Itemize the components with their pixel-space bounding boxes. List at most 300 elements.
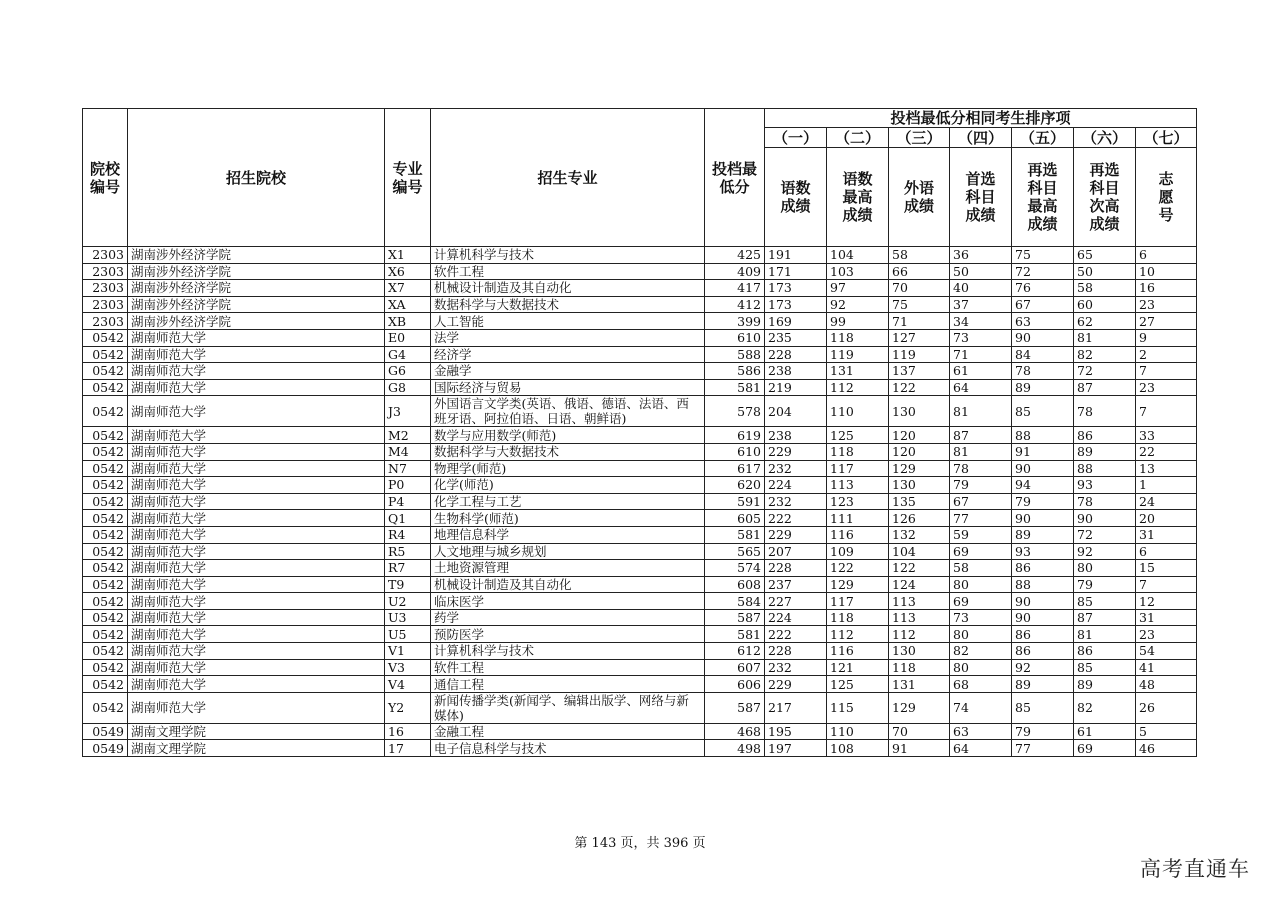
cell-tie-7: 46: [1136, 740, 1197, 757]
cell-tie-3: 91: [889, 740, 950, 757]
cell-tie-6: 50: [1074, 263, 1136, 280]
cell-school-code: 2303: [83, 263, 128, 280]
cell-school-code: 0542: [83, 346, 128, 363]
cell-school-code: 0542: [83, 576, 128, 593]
table-row: [83, 263, 1197, 280]
cell-tie-3: 120: [889, 443, 950, 460]
header-major-name: 招生专业: [431, 109, 705, 247]
cell-major-code: T9: [385, 576, 431, 593]
cell-tie-3: 124: [889, 576, 950, 593]
cell-major-code: P4: [385, 493, 431, 510]
cell-min-score: 584: [705, 593, 765, 610]
cell-tie-5: 84: [1012, 346, 1074, 363]
cell-tie-4: 81: [950, 443, 1012, 460]
table-row: [83, 526, 1197, 543]
cell-min-score: 581: [705, 379, 765, 396]
cell-tie-6: 65: [1074, 247, 1136, 264]
cell-tie-2: 108: [827, 740, 889, 757]
cell-min-score: 620: [705, 477, 765, 494]
cell-tie-3: 71: [889, 313, 950, 330]
cell-school-code: 0542: [83, 643, 128, 660]
cell-tie-5: 78: [1012, 363, 1074, 380]
table-row: [83, 676, 1197, 693]
cell-major-code: J3: [385, 396, 431, 427]
cell-school-code: 0542: [83, 593, 128, 610]
cell-min-score: 607: [705, 659, 765, 676]
cell-tie-2: 125: [827, 427, 889, 444]
cell-tie-5: 86: [1012, 626, 1074, 643]
table-row: [83, 280, 1197, 297]
cell-min-score: 588: [705, 346, 765, 363]
cell-tie-1: 173: [765, 296, 827, 313]
cell-major-code: G8: [385, 379, 431, 396]
cell-tie-4: 74: [950, 692, 1012, 723]
cell-tie-6: 93: [1074, 477, 1136, 494]
header-tie-num-4: （四）: [950, 128, 1012, 148]
cell-major-code: U5: [385, 626, 431, 643]
cell-tie-7: 6: [1136, 543, 1197, 560]
cell-tie-2: 118: [827, 443, 889, 460]
cell-major-name: 预防医学: [431, 626, 705, 643]
cell-major-code: 16: [385, 723, 431, 740]
cell-school-name: 湖南师范大学: [128, 379, 385, 396]
cell-tie-2: 122: [827, 560, 889, 577]
cell-school-code: 0542: [83, 626, 128, 643]
table-row: [83, 692, 1197, 723]
cell-tie-2: 104: [827, 247, 889, 264]
header-tie-num-7: （七）: [1136, 128, 1197, 148]
cell-school-name: 湖南师范大学: [128, 643, 385, 660]
cell-school-name: 湖南师范大学: [128, 676, 385, 693]
cell-tie-4: 58: [950, 560, 1012, 577]
cell-major-name: 法学: [431, 329, 705, 346]
cell-tie-1: 224: [765, 477, 827, 494]
cell-tie-1: 204: [765, 396, 827, 427]
cell-school-code: 0542: [83, 443, 128, 460]
cell-tie-3: 119: [889, 346, 950, 363]
cell-tie-1: 219: [765, 379, 827, 396]
cell-tie-1: 227: [765, 593, 827, 610]
cell-major-code: 17: [385, 740, 431, 757]
cell-school-code: 0542: [83, 609, 128, 626]
cell-min-score: 587: [705, 609, 765, 626]
cell-tie-2: 116: [827, 643, 889, 660]
cell-major-name: 数学与应用数学(师范): [431, 427, 705, 444]
cell-min-score: 612: [705, 643, 765, 660]
cell-school-name: 湖南涉外经济学院: [128, 296, 385, 313]
cell-school-code: 0542: [83, 396, 128, 427]
header-tie-num-3: （三）: [889, 128, 950, 148]
cell-school-code: 2303: [83, 280, 128, 297]
header-tie-label-1: 语数成绩: [765, 148, 827, 247]
cell-tie-2: 110: [827, 396, 889, 427]
cell-tie-4: 73: [950, 609, 1012, 626]
cell-school-name: 湖南文理学院: [128, 740, 385, 757]
cell-major-name: 金融学: [431, 363, 705, 380]
cell-major-code: V1: [385, 643, 431, 660]
cell-tie-2: 112: [827, 626, 889, 643]
cell-tie-2: 118: [827, 329, 889, 346]
cell-tie-6: 82: [1074, 692, 1136, 723]
header-min-score: 投档最低分: [705, 109, 765, 247]
cell-tie-7: 41: [1136, 659, 1197, 676]
cell-tie-3: 70: [889, 280, 950, 297]
cell-school-name: 湖南师范大学: [128, 346, 385, 363]
cell-school-name: 湖南师范大学: [128, 593, 385, 610]
cell-tie-2: 131: [827, 363, 889, 380]
cell-tie-4: 59: [950, 526, 1012, 543]
cell-tie-6: 79: [1074, 576, 1136, 593]
cell-tie-2: 92: [827, 296, 889, 313]
cell-tie-7: 22: [1136, 443, 1197, 460]
header-tie-num-6: （六）: [1074, 128, 1136, 148]
cell-tie-5: 90: [1012, 510, 1074, 527]
cell-tie-6: 88: [1074, 460, 1136, 477]
cell-tie-7: 27: [1136, 313, 1197, 330]
cell-school-code: 2303: [83, 313, 128, 330]
cell-tie-1: 191: [765, 247, 827, 264]
cell-tie-5: 90: [1012, 329, 1074, 346]
cell-school-code: 2303: [83, 247, 128, 264]
cell-tie-4: 81: [950, 396, 1012, 427]
cell-major-code: G4: [385, 346, 431, 363]
cell-tie-5: 89: [1012, 676, 1074, 693]
cell-tie-6: 81: [1074, 626, 1136, 643]
cell-tie-5: 89: [1012, 526, 1074, 543]
cell-tie-5: 75: [1012, 247, 1074, 264]
cell-tie-1: 195: [765, 723, 827, 740]
cell-min-score: 425: [705, 247, 765, 264]
cell-min-score: 409: [705, 263, 765, 280]
cell-tie-3: 131: [889, 676, 950, 693]
cell-min-score: 586: [705, 363, 765, 380]
cell-school-code: 0542: [83, 427, 128, 444]
cell-tie-7: 12: [1136, 593, 1197, 610]
cell-tie-3: 120: [889, 427, 950, 444]
cell-major-name: 化学工程与工艺: [431, 493, 705, 510]
cell-school-code: 2303: [83, 296, 128, 313]
cell-tie-7: 10: [1136, 263, 1197, 280]
cell-tie-6: 58: [1074, 280, 1136, 297]
cell-tie-2: 118: [827, 609, 889, 626]
cell-major-name: 机械设计制造及其自动化: [431, 280, 705, 297]
cell-tie-4: 68: [950, 676, 1012, 693]
cell-tie-1: 224: [765, 609, 827, 626]
cell-major-code: Y2: [385, 692, 431, 723]
cell-tie-2: 123: [827, 493, 889, 510]
cell-tie-7: 31: [1136, 526, 1197, 543]
cell-tie-7: 54: [1136, 643, 1197, 660]
cell-tie-1: 232: [765, 460, 827, 477]
cell-tie-4: 34: [950, 313, 1012, 330]
cell-major-name: 物理学(师范): [431, 460, 705, 477]
cell-tie-6: 72: [1074, 363, 1136, 380]
cell-min-score: 565: [705, 543, 765, 560]
cell-school-name: 湖南师范大学: [128, 692, 385, 723]
cell-min-score: 468: [705, 723, 765, 740]
cell-tie-3: 104: [889, 543, 950, 560]
cell-tie-2: 117: [827, 593, 889, 610]
cell-tie-2: 116: [827, 526, 889, 543]
cell-tie-6: 85: [1074, 659, 1136, 676]
cell-tie-2: 117: [827, 460, 889, 477]
cell-tie-1: 228: [765, 643, 827, 660]
cell-major-name: 计算机科学与技术: [431, 643, 705, 660]
cell-tie-6: 72: [1074, 526, 1136, 543]
cell-major-name: 国际经济与贸易: [431, 379, 705, 396]
cell-tie-4: 71: [950, 346, 1012, 363]
cell-tie-6: 92: [1074, 543, 1136, 560]
table-row: [83, 543, 1197, 560]
cell-tie-6: 85: [1074, 593, 1136, 610]
header-tie-label-7: 志愿号: [1136, 148, 1197, 247]
cell-major-name: 通信工程: [431, 676, 705, 693]
cell-school-name: 湖南涉外经济学院: [128, 313, 385, 330]
header-tie-label-5: 再选科目最高成绩: [1012, 148, 1074, 247]
cell-tie-5: 85: [1012, 692, 1074, 723]
cell-tie-5: 86: [1012, 560, 1074, 577]
cell-tie-1: 238: [765, 363, 827, 380]
cell-major-code: V4: [385, 676, 431, 693]
cell-school-name: 湖南师范大学: [128, 363, 385, 380]
cell-school-code: 0542: [83, 460, 128, 477]
cell-tie-5: 89: [1012, 379, 1074, 396]
cell-tie-1: 171: [765, 263, 827, 280]
cell-tie-3: 113: [889, 609, 950, 626]
header-tie-label-6: 再选科目次高成绩: [1074, 148, 1136, 247]
cell-tie-4: 80: [950, 659, 1012, 676]
cell-tie-6: 62: [1074, 313, 1136, 330]
cell-school-code: 0549: [83, 740, 128, 757]
cell-major-code: N7: [385, 460, 431, 477]
cell-major-name: 外国语言文学类(英语、俄语、德语、法语、西班牙语、阿拉伯语、日语、朝鲜语): [431, 396, 705, 427]
cell-tie-5: 86: [1012, 643, 1074, 660]
cell-tie-6: 61: [1074, 723, 1136, 740]
cell-school-code: 0542: [83, 510, 128, 527]
table-row: [83, 396, 1197, 427]
table-row: [83, 379, 1197, 396]
cell-school-name: 湖南师范大学: [128, 493, 385, 510]
cell-school-name: 湖南师范大学: [128, 477, 385, 494]
cell-tie-6: 89: [1074, 676, 1136, 693]
table-row: [83, 296, 1197, 313]
cell-tie-5: 90: [1012, 593, 1074, 610]
table-row: [83, 609, 1197, 626]
cell-tie-5: 90: [1012, 460, 1074, 477]
cell-tie-2: 112: [827, 379, 889, 396]
cell-tie-7: 23: [1136, 379, 1197, 396]
cell-tie-6: 82: [1074, 346, 1136, 363]
admission-score-table: [82, 108, 1197, 757]
cell-tie-7: 2: [1136, 346, 1197, 363]
cell-major-name: 软件工程: [431, 263, 705, 280]
cell-tie-4: 87: [950, 427, 1012, 444]
cell-tie-3: 58: [889, 247, 950, 264]
cell-school-code: 0542: [83, 543, 128, 560]
cell-school-name: 湖南师范大学: [128, 460, 385, 477]
table-row: [83, 593, 1197, 610]
cell-min-score: 412: [705, 296, 765, 313]
cell-min-score: 605: [705, 510, 765, 527]
cell-major-name: 临床医学: [431, 593, 705, 610]
cell-major-name: 数据科学与大数据技术: [431, 443, 705, 460]
cell-tie-2: 119: [827, 346, 889, 363]
cell-tie-1: 169: [765, 313, 827, 330]
table-row: [83, 427, 1197, 444]
header-tie-label-3: 外语成绩: [889, 148, 950, 247]
cell-major-name: 机械设计制造及其自动化: [431, 576, 705, 593]
cell-tie-2: 97: [827, 280, 889, 297]
cell-tie-3: 113: [889, 593, 950, 610]
cell-tie-2: 125: [827, 676, 889, 693]
cell-school-code: 0542: [83, 526, 128, 543]
cell-tie-7: 13: [1136, 460, 1197, 477]
cell-school-name: 湖南师范大学: [128, 329, 385, 346]
cell-major-code: XA: [385, 296, 431, 313]
cell-tie-1: 222: [765, 510, 827, 527]
cell-school-code: 0542: [83, 493, 128, 510]
cell-school-name: 湖南师范大学: [128, 659, 385, 676]
cell-tie-7: 15: [1136, 560, 1197, 577]
cell-tie-7: 6: [1136, 247, 1197, 264]
cell-tie-7: 7: [1136, 576, 1197, 593]
cell-school-code: 0542: [83, 692, 128, 723]
table-row: [83, 460, 1197, 477]
cell-tie-1: 173: [765, 280, 827, 297]
cell-min-score: 399: [705, 313, 765, 330]
cell-tie-3: 75: [889, 296, 950, 313]
cell-tie-1: 222: [765, 626, 827, 643]
cell-tie-1: 238: [765, 427, 827, 444]
header-major-code: 专业编号: [385, 109, 431, 247]
cell-tie-1: 229: [765, 443, 827, 460]
cell-min-score: 619: [705, 427, 765, 444]
cell-tie-1: 207: [765, 543, 827, 560]
cell-tie-4: 77: [950, 510, 1012, 527]
cell-tie-4: 63: [950, 723, 1012, 740]
cell-tie-7: 7: [1136, 363, 1197, 380]
cell-tie-6: 87: [1074, 379, 1136, 396]
cell-tie-2: 121: [827, 659, 889, 676]
cell-tie-4: 82: [950, 643, 1012, 660]
cell-tie-3: 130: [889, 643, 950, 660]
cell-tie-1: 228: [765, 346, 827, 363]
cell-tie-3: 130: [889, 396, 950, 427]
table-row: [83, 313, 1197, 330]
cell-school-code: 0542: [83, 379, 128, 396]
watermark: 高考直通车: [1140, 857, 1250, 881]
page-footer: 第 143 页，共 396 页: [574, 836, 706, 851]
cell-major-name: 金融工程: [431, 723, 705, 740]
cell-school-name: 湖南涉外经济学院: [128, 263, 385, 280]
cell-major-code: M4: [385, 443, 431, 460]
cell-tie-1: 232: [765, 659, 827, 676]
cell-min-score: 587: [705, 692, 765, 723]
cell-min-score: 591: [705, 493, 765, 510]
cell-tie-3: 129: [889, 692, 950, 723]
cell-tie-4: 78: [950, 460, 1012, 477]
cell-tie-3: 137: [889, 363, 950, 380]
header-school-name: 招生院校: [128, 109, 385, 247]
cell-school-code: 0542: [83, 560, 128, 577]
cell-tie-6: 87: [1074, 609, 1136, 626]
cell-tie-6: 78: [1074, 493, 1136, 510]
cell-school-code: 0542: [83, 659, 128, 676]
cell-major-name: 土地资源管理: [431, 560, 705, 577]
table-row: [83, 723, 1197, 740]
cell-school-name: 湖南师范大学: [128, 543, 385, 560]
cell-tie-4: 79: [950, 477, 1012, 494]
cell-tie-5: 63: [1012, 313, 1074, 330]
cell-school-name: 湖南师范大学: [128, 560, 385, 577]
cell-major-name: 人文地理与城乡规划: [431, 543, 705, 560]
cell-tie-2: 109: [827, 543, 889, 560]
cell-tie-3: 132: [889, 526, 950, 543]
cell-major-name: 软件工程: [431, 659, 705, 676]
table-body: [83, 247, 1197, 757]
cell-tie-5: 88: [1012, 427, 1074, 444]
cell-tie-7: 16: [1136, 280, 1197, 297]
cell-tie-5: 79: [1012, 723, 1074, 740]
cell-major-code: V3: [385, 659, 431, 676]
cell-tie-7: 20: [1136, 510, 1197, 527]
cell-min-score: 606: [705, 676, 765, 693]
cell-tie-4: 37: [950, 296, 1012, 313]
table-row: [83, 363, 1197, 380]
table-header: [83, 109, 1197, 247]
cell-min-score: 581: [705, 626, 765, 643]
cell-tie-4: 69: [950, 543, 1012, 560]
cell-tie-1: 229: [765, 676, 827, 693]
cell-tie-4: 61: [950, 363, 1012, 380]
cell-tie-4: 67: [950, 493, 1012, 510]
cell-tie-2: 103: [827, 263, 889, 280]
cell-tie-7: 24: [1136, 493, 1197, 510]
cell-tie-5: 91: [1012, 443, 1074, 460]
table-row: [83, 346, 1197, 363]
cell-tie-3: 122: [889, 560, 950, 577]
cell-school-name: 湖南师范大学: [128, 576, 385, 593]
cell-tie-1: 228: [765, 560, 827, 577]
cell-tie-5: 90: [1012, 609, 1074, 626]
cell-school-name: 湖南师范大学: [128, 510, 385, 527]
cell-major-code: R4: [385, 526, 431, 543]
cell-major-code: Q1: [385, 510, 431, 527]
cell-major-code: X6: [385, 263, 431, 280]
table-row: [83, 477, 1197, 494]
cell-tie-7: 31: [1136, 609, 1197, 626]
cell-tie-4: 50: [950, 263, 1012, 280]
cell-tie-4: 73: [950, 329, 1012, 346]
cell-major-name: 电子信息科学与技术: [431, 740, 705, 757]
cell-tie-3: 135: [889, 493, 950, 510]
cell-major-code: U3: [385, 609, 431, 626]
cell-tie-2: 99: [827, 313, 889, 330]
cell-tie-3: 70: [889, 723, 950, 740]
cell-min-score: 574: [705, 560, 765, 577]
cell-major-name: 数据科学与大数据技术: [431, 296, 705, 313]
cell-school-name: 湖南涉外经济学院: [128, 280, 385, 297]
cell-min-score: 608: [705, 576, 765, 593]
header-tie-label-2: 语数最高成绩: [827, 148, 889, 247]
header-tie-num-2: （二）: [827, 128, 889, 148]
cell-tie-1: 217: [765, 692, 827, 723]
cell-tie-1: 237: [765, 576, 827, 593]
cell-tie-6: 86: [1074, 643, 1136, 660]
cell-tie-7: 9: [1136, 329, 1197, 346]
cell-min-score: 610: [705, 443, 765, 460]
cell-major-name: 药学: [431, 609, 705, 626]
